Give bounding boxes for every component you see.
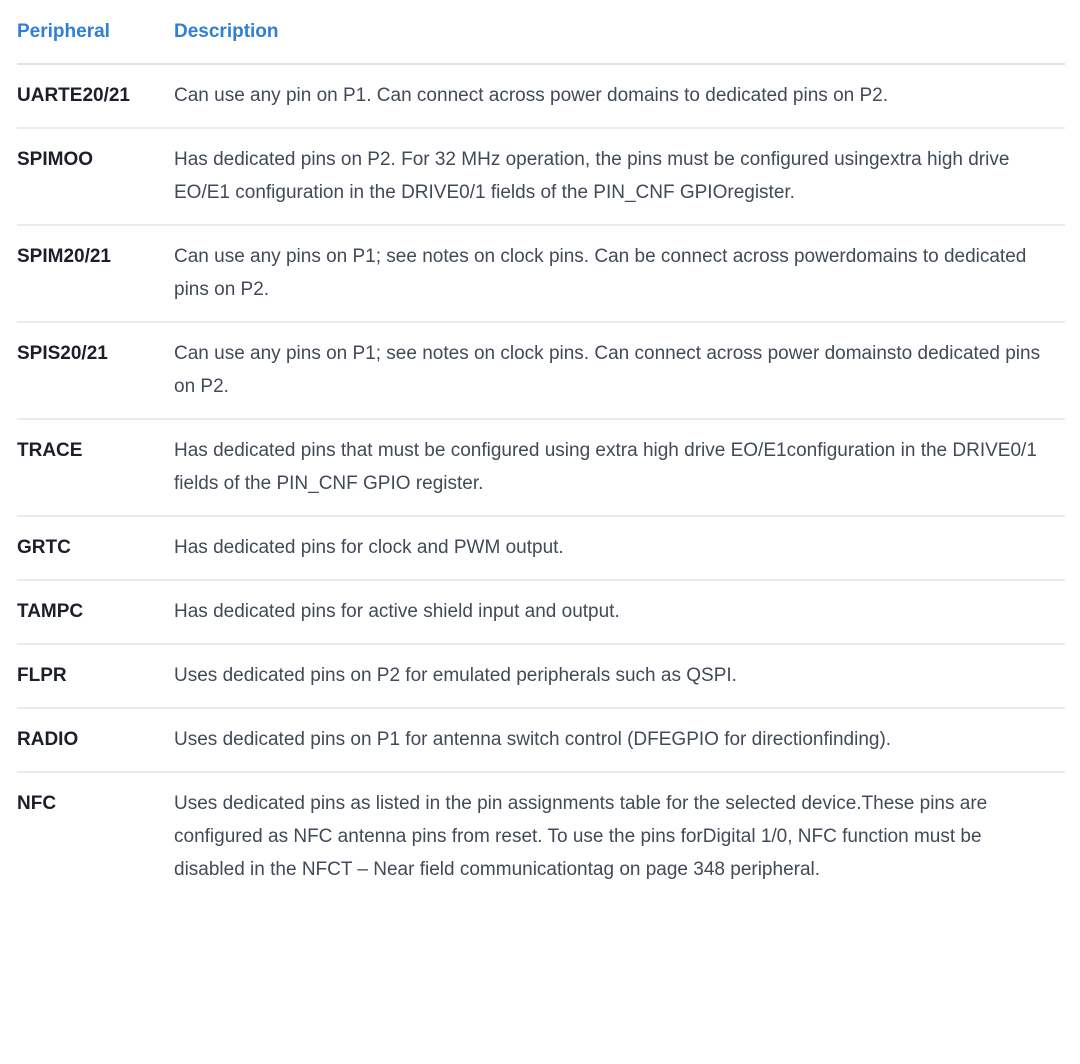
peripheral-table-container — [17, 0, 1065, 901]
header-peripheral: Peripheral — [17, 0, 174, 64]
peripheral-description: Has dedicated pins for active shield input and output. — [174, 580, 1065, 644]
table-row — [17, 64, 1065, 128]
table-row — [17, 708, 1065, 772]
peripheral-name: SPIM20/21 — [17, 225, 174, 322]
table-row — [17, 644, 1065, 708]
peripheral-name: FLPR — [17, 644, 174, 708]
peripheral-name: SPIS20/21 — [17, 322, 174, 419]
peripheral-name: UARTE20/21 — [17, 64, 174, 128]
peripheral-description: Uses dedicated pins on P1 for antenna switch control (DFEGPIO for directionfinding). — [174, 708, 1065, 772]
table-row — [17, 580, 1065, 644]
table-row — [17, 419, 1065, 516]
peripheral-description: Has dedicated pins on P2. For 32 MHz operation, the pins must be configured usingextra high drive EO/E1 configuration in the DRIVE0/1 fields of the PIN_CNF GPIOregister. — [174, 128, 1065, 225]
header-description: Description — [174, 0, 1065, 64]
table-row — [17, 128, 1065, 225]
peripheral-description: Has dedicated pins for clock and PWM output. — [174, 516, 1065, 580]
peripheral-name: NFC — [17, 793, 57, 814]
peripheral-description: Can use any pin on P1. Can connect across power domains to dedicated pins on P2. — [174, 64, 1065, 128]
table-row — [17, 516, 1065, 580]
peripheral-description: Can use any pins on P1; see notes on clock pins. Can connect across power domainsto dedicated pins on P2. — [174, 322, 1065, 419]
peripheral-name: RADIO — [17, 708, 174, 772]
peripheral-name: SPIMOO — [17, 128, 174, 225]
peripheral-name: TRACE — [17, 419, 174, 516]
table-row — [17, 225, 1065, 322]
peripheral-name: GRTC — [17, 516, 174, 580]
table-row — [17, 772, 1065, 901]
peripheral-name: TAMPC — [17, 580, 174, 644]
table-header — [17, 0, 1065, 64]
header-row — [17, 0, 1065, 64]
peripheral-table — [17, 0, 1065, 901]
peripheral-description: Can use any pins on P1; see notes on clock pins. Can be connect across powerdomains to dedicated pins on P2. — [174, 225, 1065, 322]
table-row — [17, 322, 1065, 419]
table-body — [17, 64, 1065, 901]
peripheral-description: Uses dedicated pins as listed in the pin assignments table for the selected device.These pins are configured as NFC antenna pins from reset. To use the pins forDigital 1/0, NFC function must be disabled in the NFCT – Near field communicationtag on page 348 peripheral. — [174, 793, 988, 880]
peripheral-description: Has dedicated pins that must be configured using extra high drive EO/E1configuration in the DRIVE0/1 fields of the PIN_CNF GPIO register. — [174, 419, 1065, 516]
peripheral-description: Uses dedicated pins on P2 for emulated peripherals such as QSPI. — [174, 644, 1065, 708]
